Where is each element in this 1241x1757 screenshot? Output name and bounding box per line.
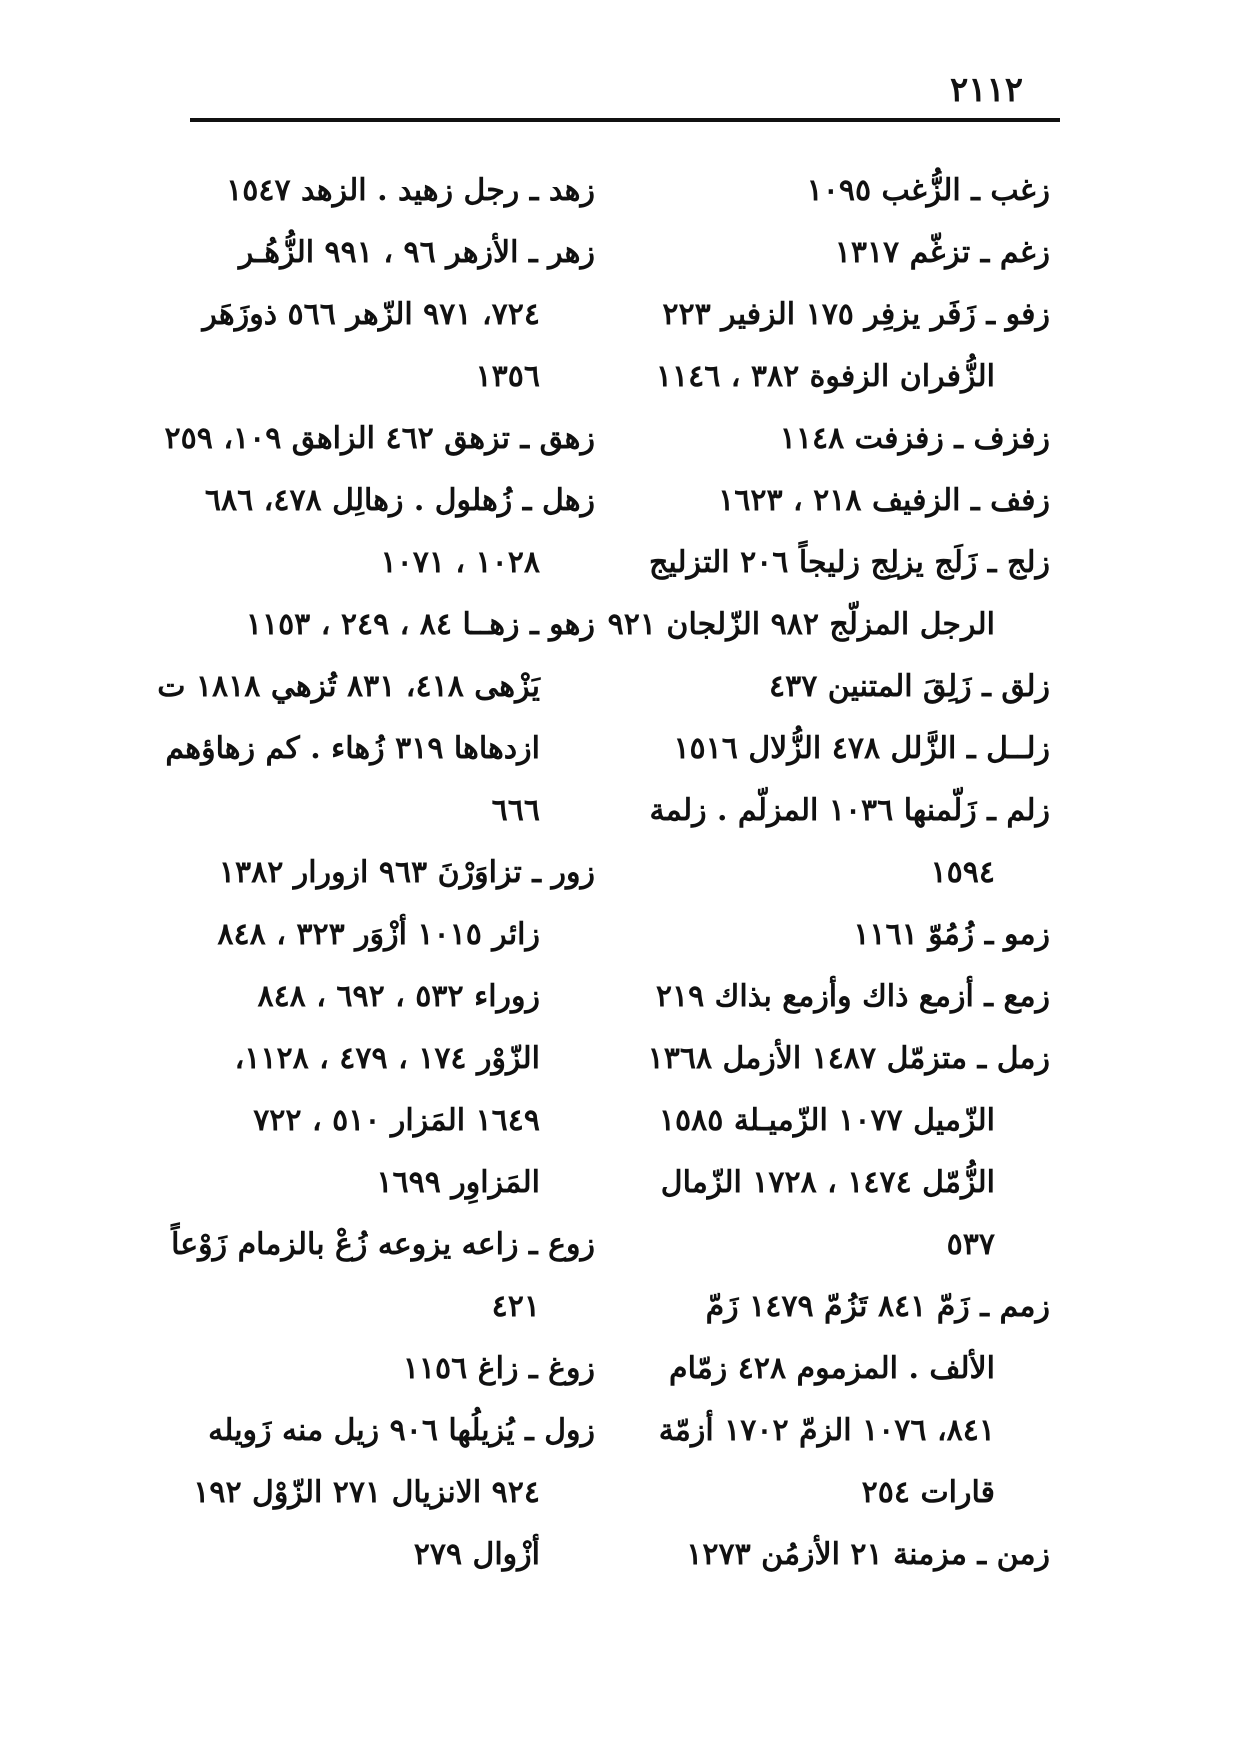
index-entry-line: الزُّمّل ١٤٧٤ ، ١٧٢٨ الزّمال [660, 1165, 995, 1200]
index-column-right [607, 160, 1050, 1586]
index-entry-line: ٦٦٦ [491, 793, 540, 828]
index-entry-line: ٥٣٧ [946, 1227, 995, 1262]
index-entry-line: زوغ ـ زاغ ١١٥٦ [402, 1351, 595, 1386]
index-entry-line: زول ـ يُزيلُها ٩٠٦ زيل منه زَويله [208, 1413, 595, 1448]
page-number: ٢١١٢ [950, 70, 1024, 110]
index-entry-line: قارات ٢٥٤ [861, 1475, 995, 1510]
index-entry-line: زلم ـ زَلّمنها ١٠٣٦ المزلّم . زلمة [649, 793, 1050, 828]
index-entry-line: الزّميل ١٠٧٧ الزّميـلة ١٥٨٥ [658, 1103, 995, 1138]
index-entry-line: زور ـ تزاوَرْنَ ٩٦٣ ازورار ١٣٨٢ [218, 855, 595, 890]
index-entry-line: زمع ـ أزمع ذاك وأزمع بذاك ٢١٩ [655, 979, 1050, 1014]
index-entry-line: زوع ـ زاعه يزوعه زُعْ بالزمام زَوْعاً [171, 1227, 595, 1262]
index-entry-line: أزْوال ٢٧٩ [413, 1537, 540, 1572]
index-entry-line: الزّوْر ١٧٤ ، ٤٧٩ ، ١١٢٨، [234, 1041, 540, 1076]
index-entry-line: الرجل المزلّج ٩٨٢ الزّلجان ٩٢١ [607, 607, 995, 642]
index-column-left [157, 160, 595, 1586]
index-entry-line: زائر ١٠١٥ أزْوَر ٣٢٣ ، ٨٤٨ [217, 917, 540, 952]
index-entry-line: زغم ـ تزغّم ١٣١٧ [834, 235, 1050, 270]
index-entry-line: زلج ـ زَلَج يزلِج زليجاً ٢٠٦ التزليج [648, 545, 1050, 580]
index-entry-line: ١٠٢٨ ، ١٠٧١ [380, 545, 540, 580]
index-entry-line: ٤٢١ [491, 1289, 540, 1324]
index-entry-line: زمو ـ زُمُوّ ١١٦١ [853, 917, 1050, 952]
index-entry-line: زهد ـ رجل زهيد . الزهد ١٥٤٧ [226, 173, 595, 208]
index-entry-line: ٩٢٤ الانزيال ٢٧١ الزّوْل ١٩٢ [193, 1475, 540, 1510]
index-entry-line: زوراء ٥٣٢ ، ٦٩٢ ، ٨٤٨ [257, 979, 540, 1014]
index-entry-line: زلــل ـ الزَّلل ٤٧٨ الزُّلال ١٥١٦ [673, 731, 1050, 766]
index-entry-line: زمم ـ زَمّ ٨٤١ تَزُمّ ١٤٧٩ زَمّ [705, 1289, 1050, 1324]
index-entry-line: زفف ـ الزفيف ٢١٨ ، ١٦٢٣ [718, 483, 1050, 518]
index-entry-line: زلق ـ زَلِقَ المتنين ٤٣٧ [768, 669, 1050, 704]
index-entry-line: زهو ـ زهــا ٨٤ ، ٢٤٩ ، ١١٥٣ [245, 607, 595, 642]
index-entry-line: زغب ـ الزُّغب ١٠٩٥ [806, 173, 1050, 208]
index-entry-line: زفو ـ زَفَر يزفِر ١٧٥ الزفير ٢٢٣ [662, 297, 1050, 332]
index-entry-line: زمن ـ مزمنة ٢١ الأزمُن ١٢٧٣ [686, 1537, 1050, 1572]
header-rule [190, 118, 1060, 122]
index-entry-line: زفزف ـ زفزفت ١١٤٨ [779, 421, 1050, 456]
index-entry-line: الألف . المزموم ٤٢٨ زمّام [669, 1351, 995, 1386]
index-entry-line: زهل ـ زُهلول . زهالِل ٤٧٨، ٦٨٦ [204, 483, 595, 518]
index-entry-line: ١٣٥٦ [475, 359, 540, 394]
index-entry-line: ١٥٩٤ [930, 855, 995, 890]
index-entry-line: ٨٤١، ١٠٧٦ الزمّ ١٧٠٢ أزمّة [658, 1413, 995, 1448]
index-entry-line: ١٦٤٩ المَزار ٥١٠ ، ٧٢٢ [253, 1103, 540, 1138]
index-entry-line: زمل ـ متزمّل ١٤٨٧ الأزمل ١٣٦٨ [647, 1041, 1050, 1076]
index-entry-line: ازدهاها ٣١٩ زُهاء . كم زهاؤهم [165, 731, 540, 766]
index-entry-line: يَزْهى ٤١٨، ٨٣١ تُزهي ١٨١٨ ت [157, 669, 540, 704]
index-entry-line: ٧٢٤، ٩٧١ الزّهر ٥٦٦ ذوزَهَر [202, 297, 540, 332]
index-entry-line: زهر ـ الأزهر ٩٦ ، ٩٩١ الزُّهُـر [238, 235, 595, 270]
index-entry-line: الزُّفران الزفوة ٣٨٢ ، ١١٤٦ [655, 359, 995, 394]
index-entry-line: زهق ـ تزهق ٤٦٢ الزاهق ١٠٩، ٢٥٩ [164, 421, 595, 456]
index-entry-line: المَزاوِر ١٦٩٩ [376, 1165, 540, 1200]
